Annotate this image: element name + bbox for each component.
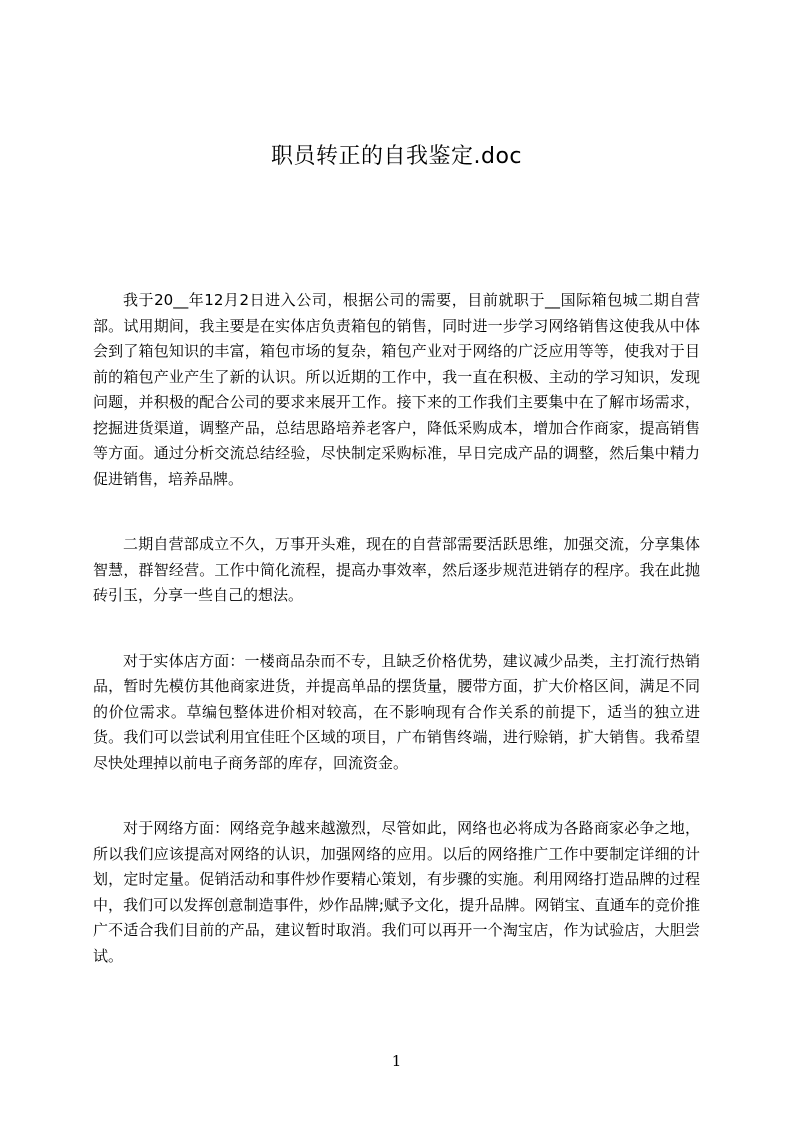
paragraph-self-operated-department: 二期自营部成立不久，万事开头难，现在的自营部需要活跃思维，加强交流，分享集体智慧，群智经营。工作中简化流程，提高办事效率，然后逐步规范进销存的程序。我在此抛砖引玉，分享一些自己的想法。 (93, 535, 700, 604)
page-number: 1 (391, 1052, 402, 1070)
paragraph-physical-store: 对于实体店方面：一楼商品杂而不专，且缺乏价格优势，建议减少品类，主打流行热销品，暂时先模仿其他商家进货，并提高单品的摆货量，腰带方面，扩大价格区间，满足不同的价位需求。草编包整体进价相对较高，在不影响现有合作关系的前提下，适当的独立进货。我们可以尝试利用宜佳旺个区域的项目，广布销售终端，进行赊销，扩大销售。我希望尽快处理掉以前电子商务部的库存，回流资金。 (93, 651, 700, 772)
document-body (93, 288, 700, 1009)
paragraph-online: 对于网络方面：网络竞争越来越激烈，尽管如此，网络也必将成为各路商家必争之地，所以我们应该提高对网络的认识，加强网络的应用。以后的网络推广工作中要制定详细的计划，定时定量。促销活动和事件炒作要精心策划，有步骤的实施。利用网络打造品牌的过程中，我们可以发挥创意制造事件，炒作品牌;赋予文化，提升品牌。网销宝、直通车的竞价推广不适合我们目前的产品，建议暂时取消。我们可以再开一个淘宝店，作为试验店，大胆尝试。 (93, 819, 700, 965)
document-title: 职员转正的自我鉴定.doc (270, 144, 522, 169)
paragraph-intro: 我于20__年12月2日进入公司，根据公司的需要，目前就职于__国际箱包城二期自营部。试用期间，我主要是在实体店负责箱包的销售，同时进一步学习网络销售这使我从中体会到了箱包知识的丰富，箱包市场的复杂，箱包产业对于网络的广泛应用等等，使我对于目前的箱包产业产生了新的认识。所以近期的工作中，我一直在积极、主动的学习知识，发现问题，并积极的配合公司的要求来展开工作。接下来的工作我们主要集中在了解市场需求，挖掘进货渠道，调整产品，总结思路培养老客户，降低采购成本，增加合作商家，提高销售等方面。通过分析交流总结经验，尽快制定采购标准，早日完成产品的调整，然后集中精力促进销售，培养品牌。 (93, 291, 700, 488)
